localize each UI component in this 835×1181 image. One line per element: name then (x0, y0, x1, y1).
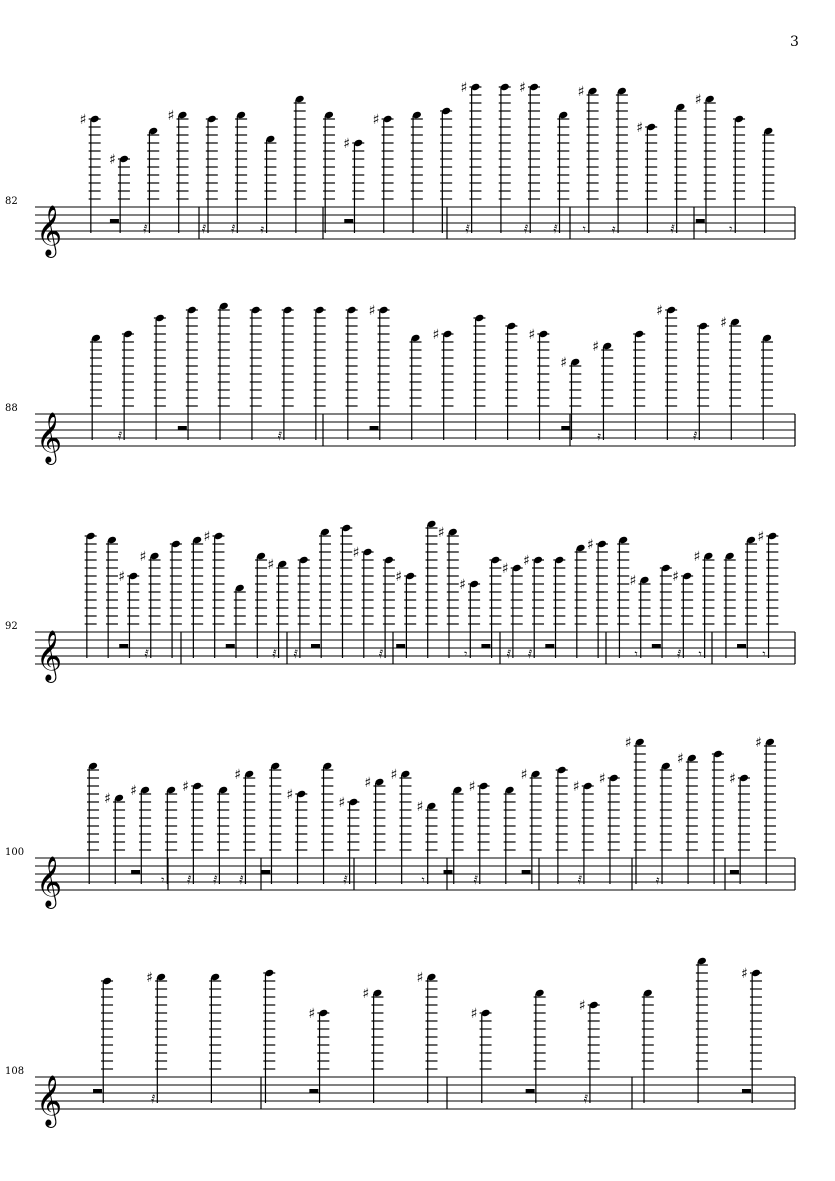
sharp-icon: ♯ (672, 569, 679, 585)
sharp-icon: ♯ (694, 92, 702, 108)
note (573, 779, 594, 887)
note (519, 80, 540, 236)
note (234, 767, 255, 887)
eighth-rest-icon: 𝄾 (421, 873, 425, 887)
whole-rest-icon (444, 870, 453, 874)
32nd-rest-icon: 𝅀 (343, 873, 348, 887)
note (168, 108, 189, 233)
note (762, 127, 774, 233)
note (226, 584, 246, 658)
note (636, 120, 657, 233)
32nd-rest-icon: 𝅀 (553, 222, 558, 236)
whole-rest-icon (309, 1089, 318, 1093)
note (652, 564, 672, 658)
whole-rest-icon (93, 1089, 102, 1093)
32nd-rest-icon: 𝅀 (473, 873, 478, 887)
32nd-rest-icon: 𝅀 (583, 1092, 589, 1106)
whole-rest-icon (545, 644, 554, 648)
note (109, 152, 130, 233)
note (481, 556, 501, 658)
note (202, 115, 218, 236)
sharp-icon: ♯ (586, 537, 594, 553)
note (343, 136, 364, 233)
note (203, 529, 224, 658)
measure-number: 92 (5, 621, 18, 632)
staff-system (5, 80, 795, 258)
note (426, 520, 438, 658)
sharp-icon: ♯ (754, 735, 762, 751)
sharp-icon: ♯ (372, 112, 380, 128)
sharp-icon: ♯ (104, 791, 111, 807)
note (560, 355, 581, 440)
sharp-icon: ♯ (368, 303, 376, 319)
note (693, 322, 709, 443)
note (672, 569, 693, 661)
note (161, 786, 177, 887)
note (143, 127, 159, 236)
sharp-icon: ♯ (338, 795, 346, 811)
staff-system (5, 957, 795, 1128)
32nd-rest-icon: 𝅀 (231, 222, 236, 236)
eighth-rest-icon: 𝄾 (634, 647, 638, 661)
sharp-icon: ♯ (728, 771, 736, 787)
whole-rest-icon (526, 1089, 535, 1093)
sharp-icon: ♯ (577, 84, 585, 100)
note (757, 529, 778, 661)
note (695, 92, 716, 233)
note (633, 330, 645, 440)
note (346, 306, 358, 440)
note (612, 87, 628, 236)
sharp-icon: ♯ (629, 573, 637, 589)
sharp-icon: ♯ (130, 783, 137, 799)
32nd-rest-icon: 𝅀 (117, 429, 123, 443)
note (696, 957, 708, 1103)
note (417, 970, 438, 1103)
note (369, 303, 390, 440)
note (340, 524, 352, 658)
16th-rest-icon: 𝄿 (611, 222, 616, 236)
staff-system (5, 520, 795, 683)
sharp-icon: ♯ (520, 767, 528, 783)
note (250, 306, 262, 440)
note (741, 966, 762, 1103)
32nd-rest-icon: 𝅀 (151, 1092, 156, 1106)
note (592, 339, 613, 443)
note (440, 107, 452, 233)
staff-system (5, 735, 795, 909)
whole-rest-icon (481, 644, 490, 648)
note (85, 532, 97, 658)
note (432, 327, 453, 440)
whole-rest-icon (737, 644, 746, 648)
note (469, 779, 490, 887)
treble-clef-icon: 𝄞 (36, 412, 63, 463)
note (209, 973, 221, 1103)
sharp-icon: ♯ (578, 998, 586, 1014)
note (154, 314, 166, 440)
note (294, 556, 310, 661)
whole-rest-icon (261, 870, 270, 874)
32nd-rest-icon: 𝅀 (277, 429, 283, 443)
note (720, 315, 741, 440)
sharp-icon: ♯ (182, 779, 189, 795)
sharp-icon: ♯ (167, 108, 175, 124)
sharp-icon: ♯ (395, 569, 402, 585)
measure-number: 108 (5, 1066, 25, 1077)
sharp-icon: ♯ (364, 775, 372, 791)
note (130, 783, 151, 884)
note (438, 525, 459, 658)
32nd-rest-icon: 𝅀 (293, 647, 299, 661)
note (178, 306, 198, 440)
note (182, 779, 203, 887)
note (294, 95, 306, 233)
sharp-icon: ♯ (308, 1006, 316, 1022)
measure-number: 100 (5, 847, 25, 858)
note (755, 735, 776, 884)
note (693, 549, 714, 661)
sharp-icon: ♯ (267, 557, 275, 573)
note (90, 334, 102, 440)
note (553, 111, 569, 236)
note (140, 549, 161, 661)
page-number: 3 (790, 34, 799, 50)
32nd-rest-icon: 𝅀 (272, 647, 277, 661)
note (724, 552, 736, 658)
whole-rest-icon (226, 644, 235, 648)
note (213, 786, 229, 887)
eighth-rest-icon: 𝄾 (698, 647, 702, 661)
staff-system (5, 302, 795, 465)
note (471, 1006, 492, 1103)
eighth-rest-icon: 𝄾 (582, 222, 586, 236)
note (523, 553, 544, 661)
sharp-icon: ♯ (470, 1006, 478, 1022)
sharp-icon: ♯ (523, 553, 530, 569)
note (578, 84, 599, 236)
32nd-rest-icon: 𝅀 (577, 873, 583, 887)
note (308, 1006, 329, 1103)
treble-clef-icon: 𝄞 (36, 630, 63, 681)
eighth-rest-icon: 𝄾 (161, 873, 165, 887)
note (528, 327, 549, 440)
sharp-icon: ♯ (416, 799, 424, 815)
note (499, 83, 511, 233)
note (104, 791, 125, 884)
whole-rest-icon (311, 644, 320, 648)
note (579, 998, 600, 1106)
note (118, 569, 139, 658)
note (670, 103, 686, 236)
sharp-icon: ♯ (460, 80, 468, 96)
score-systems (5, 80, 795, 1128)
sharp-icon: ♯ (676, 751, 684, 767)
note (146, 970, 167, 1106)
whole-rest-icon (370, 426, 379, 430)
32nd-rest-icon: 𝅀 (506, 647, 512, 661)
sharp-icon: ♯ (108, 152, 116, 168)
sharp-icon: ♯ (528, 327, 536, 343)
sharp-icon: ♯ (437, 525, 445, 541)
note (263, 969, 275, 1103)
note (575, 544, 587, 658)
note (712, 750, 724, 884)
note (260, 135, 276, 236)
sharp-icon: ♯ (432, 327, 440, 343)
note (311, 528, 331, 658)
note (545, 556, 565, 658)
note (218, 302, 230, 440)
note (473, 314, 485, 440)
note (642, 989, 654, 1103)
note (364, 775, 385, 884)
note (255, 552, 267, 658)
eighth-rest-icon: 𝄾 (729, 222, 733, 236)
sharp-icon: ♯ (459, 577, 466, 593)
note (504, 786, 516, 884)
note (395, 569, 416, 658)
measure-number: 82 (5, 196, 18, 207)
16th-rest-icon: 𝄿 (597, 429, 601, 443)
measure-number: 88 (5, 403, 18, 414)
32nd-rest-icon: 𝅀 (528, 647, 533, 661)
whole-rest-icon (178, 426, 187, 430)
note (353, 545, 374, 658)
whole-rest-icon (730, 870, 739, 874)
whole-rest-icon (742, 1089, 751, 1093)
32nd-rest-icon: 𝅀 (693, 429, 698, 443)
note (93, 977, 113, 1103)
sharp-icon: ♯ (636, 120, 643, 136)
16th-rest-icon: 𝄿 (655, 873, 660, 887)
sharp-icon: ♯ (598, 771, 606, 787)
note (599, 771, 620, 884)
sharp-icon: ♯ (501, 561, 509, 577)
sharp-icon: ♯ (519, 80, 526, 96)
whole-rest-icon (696, 219, 705, 223)
note (761, 334, 773, 440)
note (677, 751, 698, 884)
sharp-icon: ♯ (362, 986, 370, 1002)
sharp-icon: ♯ (757, 529, 765, 545)
note (118, 330, 134, 443)
32nd-rest-icon: 𝅀 (144, 647, 149, 661)
32nd-rest-icon: 𝅀 (677, 647, 682, 661)
32nd-rest-icon: 𝅀 (239, 873, 244, 887)
note (314, 306, 326, 440)
32nd-rest-icon: 𝅀 (143, 222, 148, 236)
note (625, 735, 646, 884)
32nd-rest-icon: 𝅀 (213, 873, 218, 887)
sharp-icon: ♯ (146, 970, 153, 986)
32nd-rest-icon: 𝅀 (187, 873, 192, 887)
whole-rest-icon (652, 644, 661, 648)
eighth-rest-icon: 𝄾 (762, 647, 766, 661)
32nd-rest-icon: 𝅀 (524, 222, 529, 236)
sharp-icon: ♯ (720, 315, 727, 331)
16th-rest-icon: 𝄿 (260, 222, 265, 236)
sharp-icon: ♯ (592, 339, 600, 355)
note (460, 80, 481, 236)
sharp-icon: ♯ (468, 779, 476, 795)
sharp-icon: ♯ (79, 112, 87, 128)
sharp-icon: ♯ (656, 303, 663, 319)
note (286, 787, 307, 884)
treble-clef-icon: 𝄞 (36, 205, 63, 256)
whole-rest-icon (561, 426, 570, 430)
whole-rest-icon (131, 870, 140, 874)
sharp-icon: ♯ (203, 529, 211, 545)
sharp-icon: ♯ (740, 966, 748, 982)
note (410, 334, 422, 440)
note (267, 557, 288, 661)
note (526, 989, 546, 1103)
whole-rest-icon (110, 219, 119, 223)
sharp-icon: ♯ (624, 735, 632, 751)
sharp-icon: ♯ (139, 549, 147, 565)
note (338, 795, 359, 887)
sharp-icon: ♯ (352, 545, 360, 561)
sharp-icon: ♯ (343, 136, 351, 152)
treble-clef-icon: 𝄞 (36, 856, 63, 907)
whole-rest-icon (344, 219, 353, 223)
32nd-rest-icon: 𝅀 (378, 647, 384, 661)
note (656, 303, 677, 440)
note (729, 771, 750, 884)
note (231, 111, 247, 236)
whole-rest-icon (522, 870, 531, 874)
32nd-rest-icon: 𝅀 (201, 222, 207, 236)
note (656, 762, 672, 887)
note (729, 115, 745, 236)
sharp-icon: ♯ (560, 355, 568, 371)
whole-rest-icon (119, 644, 128, 648)
sharp-icon: ♯ (693, 549, 701, 565)
sharp-icon: ♯ (118, 569, 126, 585)
whole-rest-icon (396, 644, 405, 648)
32nd-rest-icon: 𝅀 (465, 222, 470, 236)
sharp-icon: ♯ (390, 767, 398, 783)
note (502, 561, 523, 661)
sharp-icon: ♯ (286, 787, 294, 803)
sharp-icon: ♯ (572, 779, 580, 795)
sharp-icon: ♯ (234, 767, 242, 783)
treble-clef-icon: 𝄞 (36, 1075, 63, 1126)
32nd-rest-icon: 𝅀 (670, 222, 675, 236)
sharp-icon: ♯ (416, 970, 424, 986)
eighth-rest-icon: 𝄾 (464, 647, 468, 661)
